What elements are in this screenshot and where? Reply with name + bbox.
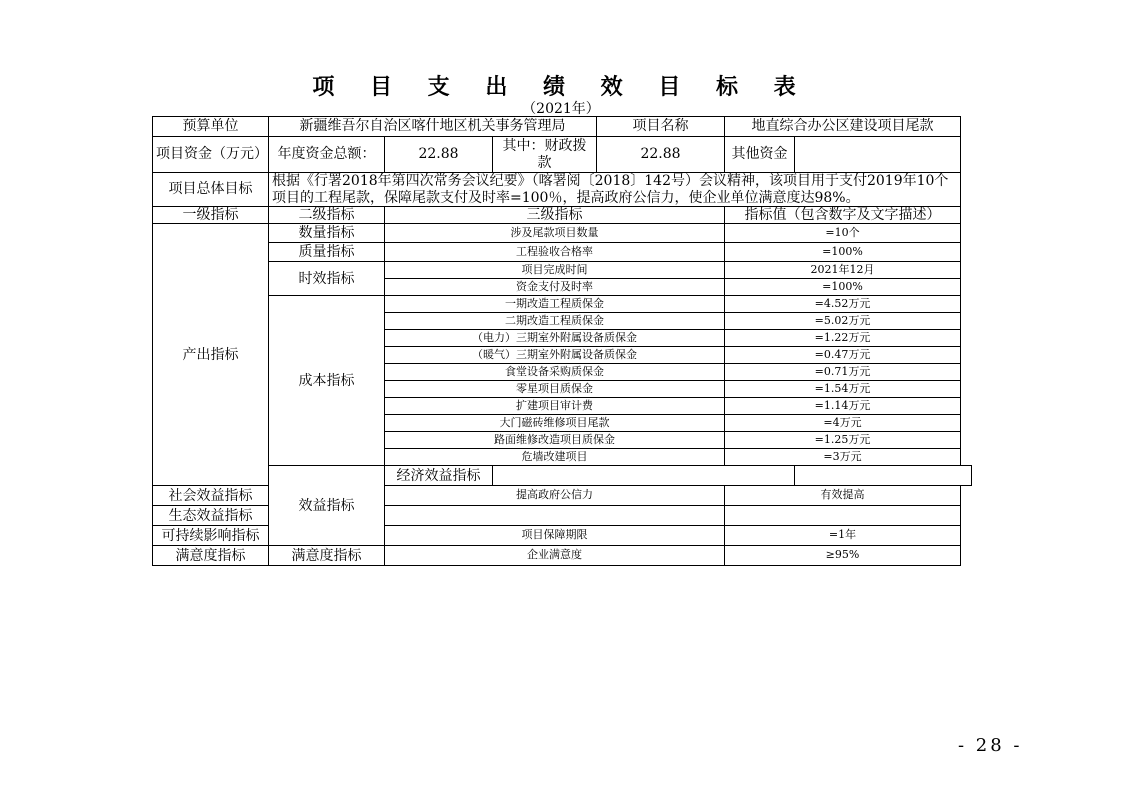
quantity-indicator-value: =10个 [725,224,961,243]
benefit-indicator-value: =1年 [725,526,961,546]
cost-indicator-name: 二期改造工程质保金 [385,313,725,330]
timeliness-indicator-label: 时效指标 [269,262,385,296]
table-row [153,224,972,243]
cost-indicator-value: =0.71万元 [725,364,961,381]
benefit-indicator-name: 项目保障期限 [385,526,725,546]
benefit-indicator-value: 有效提高 [725,486,961,506]
table-row [153,243,972,262]
goal-row [153,173,972,207]
cost-indicator-value: =0.47万元 [725,347,961,364]
cost-indicator-name: 路面维修改造项目质保金 [385,432,725,449]
annual-total-value: 22.88 [385,137,493,173]
goal-text: 根据《行署2018年第四次常务会议纪要》（喀署阅〔2018〕142号）会议精神，该项目用于支付2019年10个项目的工程尾款，保障尾款支付及时率=100％，提高政府公信力，使企业单位满意度达98%。 [269,173,961,207]
header-level3: 三级指标 [385,207,725,224]
benefit-sub-label: 生态效益指标 [153,506,269,526]
fiscal-value: 22.88 [597,137,725,173]
quantity-indicator-name: 涉及尾款项目数量 [385,224,725,243]
benefit-sub-label: 经济效益指标 [385,466,493,486]
funds-row [153,137,972,173]
satisfaction-indicator-name: 企业满意度 [385,546,725,566]
performance-table [152,116,972,566]
timeliness-indicator-value: 2021年12月 [725,262,961,279]
table-row [153,546,972,566]
table-row [153,262,972,279]
page-title: 项 目 支 出 绩 效 目 标 表 [312,75,810,100]
header-level2: 二级指标 [269,207,385,224]
annual-total-label: 年度资金总额： [269,137,385,173]
benefit-indicator-name [493,466,795,486]
timeliness-indicator-value: =100% [725,279,961,296]
benefit-indicator-value [725,506,961,526]
benefit-sub-label: 可持续影响指标 [153,526,269,546]
fiscal-label: 其中：财政拨款 [493,137,597,173]
quality-indicator-value: =100% [725,243,961,262]
cost-indicator-value: =1.22万元 [725,330,961,347]
budget-unit-row [153,117,972,137]
cost-indicator-value: =1.25万元 [725,432,961,449]
benefit-indicator-value [795,466,972,486]
benefit-sub-label: 社会效益指标 [153,486,269,506]
benefit-indicator-label: 效益指标 [269,466,385,546]
project-name-value: 地直综合办公区建设项目尾款 [725,117,961,137]
budget-unit-value: 新疆维吾尔自治区喀什地区机关事务管理局 [269,117,597,137]
satisfaction-indicator-value: ≥95% [725,546,961,566]
quality-indicator-name: 工程验收合格率 [385,243,725,262]
header-value: 指标值（包含数字及文字描述） [725,207,961,224]
output-indicator-label: 产出指标 [153,224,269,486]
satisfaction-indicator-label: 满意度指标 [153,546,269,566]
funds-label: 项目资金（万元） [153,137,269,173]
page-number: - 28 - [958,735,1023,756]
table-row [153,296,972,313]
cost-indicator-value: =3万元 [725,449,961,466]
cost-indicator-value: =4万元 [725,415,961,432]
benefit-indicator-name [385,506,725,526]
project-name-label: 项目名称 [597,117,725,137]
budget-unit-label: 预算单位 [153,117,269,137]
year-label: （2021年） [522,101,600,117]
cost-indicator-name: （暖气）三期室外附属设备质保金 [385,347,725,364]
cost-indicator-value: =5.02万元 [725,313,961,330]
timeliness-indicator-name: 项目完成时间 [385,262,725,279]
cost-indicator-value: =1.54万元 [725,381,961,398]
other-funds-value [795,137,961,173]
quality-indicator-label: 质量指标 [269,243,385,262]
table-row [153,466,972,486]
quantity-indicator-label: 数量指标 [269,224,385,243]
timeliness-indicator-name: 资金支付及时率 [385,279,725,296]
other-funds-label: 其他资金 [725,137,795,173]
cost-indicator-name: 食堂设备采购质保金 [385,364,725,381]
benefit-indicator-name: 提高政府公信力 [385,486,725,506]
cost-indicator-name: 大门磁砖维修项目尾款 [385,415,725,432]
cost-indicator-name: 扩建项目审计费 [385,398,725,415]
cost-indicator-name: 一期改造工程质保金 [385,296,725,313]
cost-indicator-value: =4.52万元 [725,296,961,313]
header-row [153,207,972,224]
cost-indicator-value: =1.14万元 [725,398,961,415]
goal-label: 项目总体目标 [153,173,269,207]
cost-indicator-name: 零星项目质保金 [385,381,725,398]
cost-indicator-label: 成本指标 [269,296,385,466]
cost-indicator-name: （电力）三期室外附属设备质保金 [385,330,725,347]
cost-indicator-name: 危墙改建项目 [385,449,725,466]
header-level1: 一级指标 [153,207,269,224]
satisfaction-sub-label: 满意度指标 [269,546,385,566]
